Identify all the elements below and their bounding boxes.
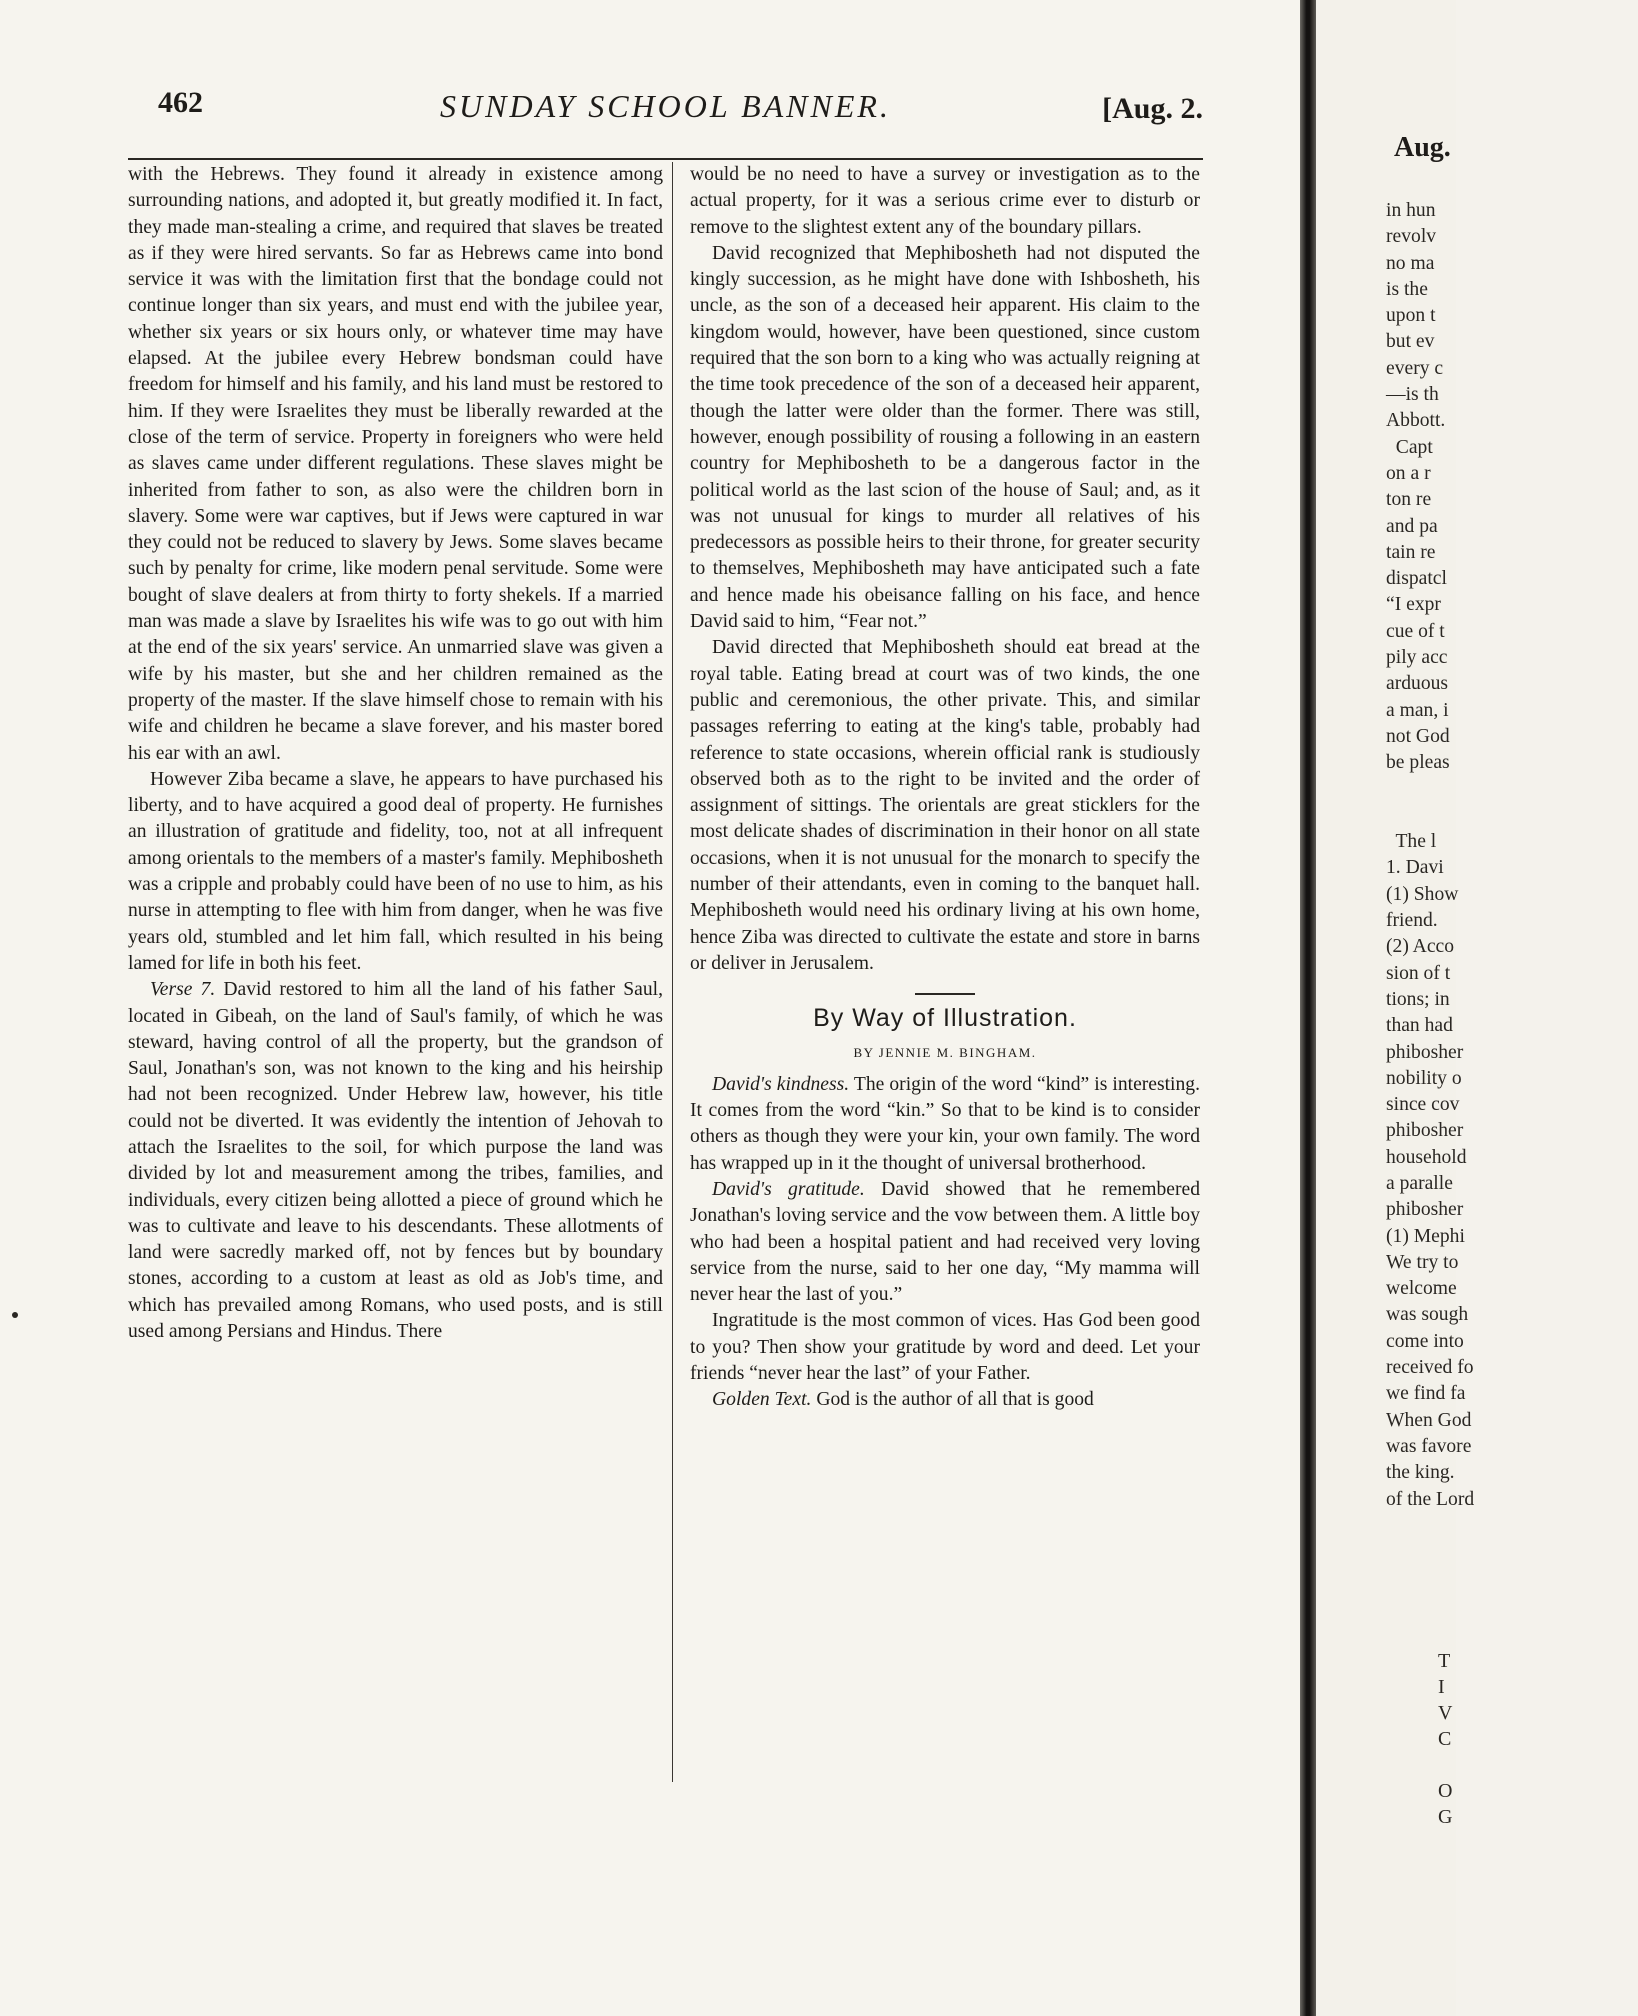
facing-page-edge	[1316, 0, 1475, 2016]
byline: BY JENNIE M. BINGHAM.	[853, 1044, 1037, 1060]
kindness-paragraph	[690, 1072, 1200, 1177]
verse-text: David restored to him all the land of his father Saul, located in Gibeah, on the land of Saul's family, of which he was steward, having control of all the property, but the grandson of Saul, Jonathan's son, was not known to the king and his heirship had not been recognized. Under Hebrew law, however, his title could not be diverted. It was evidently the intention of Jehovah to attach the Israelites to the soil, for which purpose the land was divided by lot and measurement among the tribes, families, and individuals, every citizen being allotted a piece of ground which he was to cultivate and leave to his descendants. These allotments of land were sacredly marked off, not by fences but by boundary stones, according to a custom at least as old as Job's time, and which has prevailed among Romans, who used posts, and is still used among Persians and Hindus. There	[128, 979, 663, 1343]
golden-text-body: God is the author of all that is good	[811, 1389, 1094, 1411]
book-gutter	[1300, 0, 1316, 2016]
right-column	[690, 162, 1200, 1414]
gratitude-text: David showed that he remembered Jonathan's loving service and the vow between them. A little boy who had been a hospital patient and had received very loving service from the nurse, said to her one day, “My mamma will never hear the last of you.”	[690, 1178, 1200, 1306]
running-title: SUNDAY SCHOOL BANNER.	[440, 88, 891, 124]
paragraph: However Ziba became a slave, he appears to have purchased his liberty, and to have acquired a good deal of property. He furnishes an illustration of gratitude and fidelity, too, not at all infrequent among orientals to the members of a master's family. Mephibosheth was a cripple and probably could have been of no use to him, as his nurse in attempting to flee with him from danger, when he was five years old, stumbled and let him fall, which resulted in his being lamed for life in both his feet.	[128, 768, 663, 974]
verse-label: Verse 7.	[150, 979, 216, 1001]
gratitude-paragraph	[690, 1177, 1200, 1308]
kindness-label: David's kindness.	[712, 1073, 850, 1095]
left-column	[128, 162, 663, 1345]
page-header	[128, 82, 1203, 132]
golden-text-paragraph	[690, 1387, 1200, 1413]
facing-page-header: Aug.	[1394, 132, 1451, 163]
page-number: 462	[158, 86, 203, 119]
verse-paragraph	[128, 977, 663, 1345]
ingratitude-paragraph: Ingratitude is the most common of vices. Has God been good to you? Then show your gratitude by word and deed. Let your friends “never hear the last” of your Father.	[690, 1310, 1200, 1385]
section-title: By Way of Illustration.	[813, 1004, 1077, 1033]
column-divider	[672, 162, 673, 1782]
paragraph: David directed that Mephibosheth should eat bread at the royal table. Eating bread at court was of two kinds, the one public and ceremonious, the other private. This, and similar passages referring to eating at the king's table, probably had reference to state occasions, wherein official rank is studiously observed both as to the right to be invited and the order of assignment of sittings. The orientals are great sticklers for the most delicate shades of discrimination in their honor on all state occasions, when it is not unusual for the monarch to specify the number of their attendants, even in coming to the banquet hall. Mephibosheth would need his ordinary living at his own home, hence Ziba was directed to cultivate the estate and store in barns or deliver in Jerusalem.	[690, 637, 1200, 974]
golden-text-label: Golden Text.	[712, 1389, 812, 1411]
facing-page-corner: T I V C O G	[1438, 1650, 1453, 1828]
facing-page-text: in hun revolv no ma is the upon t but ev every c —is th Abbott. Capt on a r ton re and pa tain re dispatcl “I expr cue of t pily acc arduous a man, i not God be pleas The l 1. Davi (1) Show friend. (2) Acco sion of t tions; in than had phibosher nobility o since cov phibosher household a paralle phibosher (1) Mephi We try to welcome was sough come into received fo we find fa When God was favore the king. of the Lord	[1386, 200, 1475, 1510]
header-date: [Aug. 2.	[1102, 92, 1203, 125]
section-rule	[915, 993, 975, 995]
header-rule	[128, 158, 1203, 160]
margin-mark	[12, 1312, 18, 1318]
paragraph: David recognized that Mephibosheth had not disputed the kingly succession, as he might have done with Ishbosheth, his uncle, as the son of a deceased heir apparent. His claim to the kingdom would, however, have been questioned, since custom required that the son born to a king who was actually reigning at the time took precedence of the son of a deceased heir apparent, though the latter were older than the former. There was still, however, enough possibility of rousing a following in an eastern country for Mephibosheth to be a dangerous factor in the political world as the last scion of the house of Saul; and, as it was not unusual for kings to murder all relatives of his predecessors as possible heirs to their throne, for greater security to themselves, Mephibosheth may have anticipated such a fate and hence made his obeisance falling on his face, and hence David said to him, “Fear not.”	[690, 242, 1200, 633]
kindness-text: The origin of the word “kind” is interesting. It comes from the word “kin.” So that to be kind is to consider others as though they were your kin, your own family. The word has wrapped up in it the thought of universal brotherhood.	[690, 1073, 1200, 1174]
gratitude-label: David's gratitude.	[712, 1178, 865, 1200]
paragraph: would be no need to have a survey or investigation as to the actual property, for it was a serious crime ever to disturb or remove to the slightest extent any of the boundary pillars.	[690, 164, 1200, 238]
paragraph: with the Hebrews. They found it already in existence among surrounding nations, and adopted it, but greatly modified it. In fact, they made man-stealing a crime, and required that slaves be treated as if they were hired servants. So far as Hebrews came into bond service it was with the limitation first that the bondage could not continue longer than six years, and must end with the jubilee year, whether six years or six hours only, or whatever time may have elapsed. At the jubilee every Hebrew bondsman could have freedom for himself and his family, and his land must be restored to him. If they were Israelites they must be liberally rewarded at the close of the term of service. Property in foreigners who were held as slaves came under different regulations. These slaves might be inherited from father to son, as also were the children born in slavery. Some were war captives, but if Jews were captured in war they could not be reduced to slavery by Jews. Some slaves became such by penalty for crime, like modern penal servitude. Some were bought of slave dealers at from thirty to forty shekels. If a married man was made a slave by Israelites his wife was to go out with him at the end of the six years' service. An unmarried slave was given a wife by his master, but she and her children remained as the property of the master. If the slave himself chose to remain with his wife and children he became a slave forever, and his master bored his ear with an awl.	[128, 164, 663, 764]
